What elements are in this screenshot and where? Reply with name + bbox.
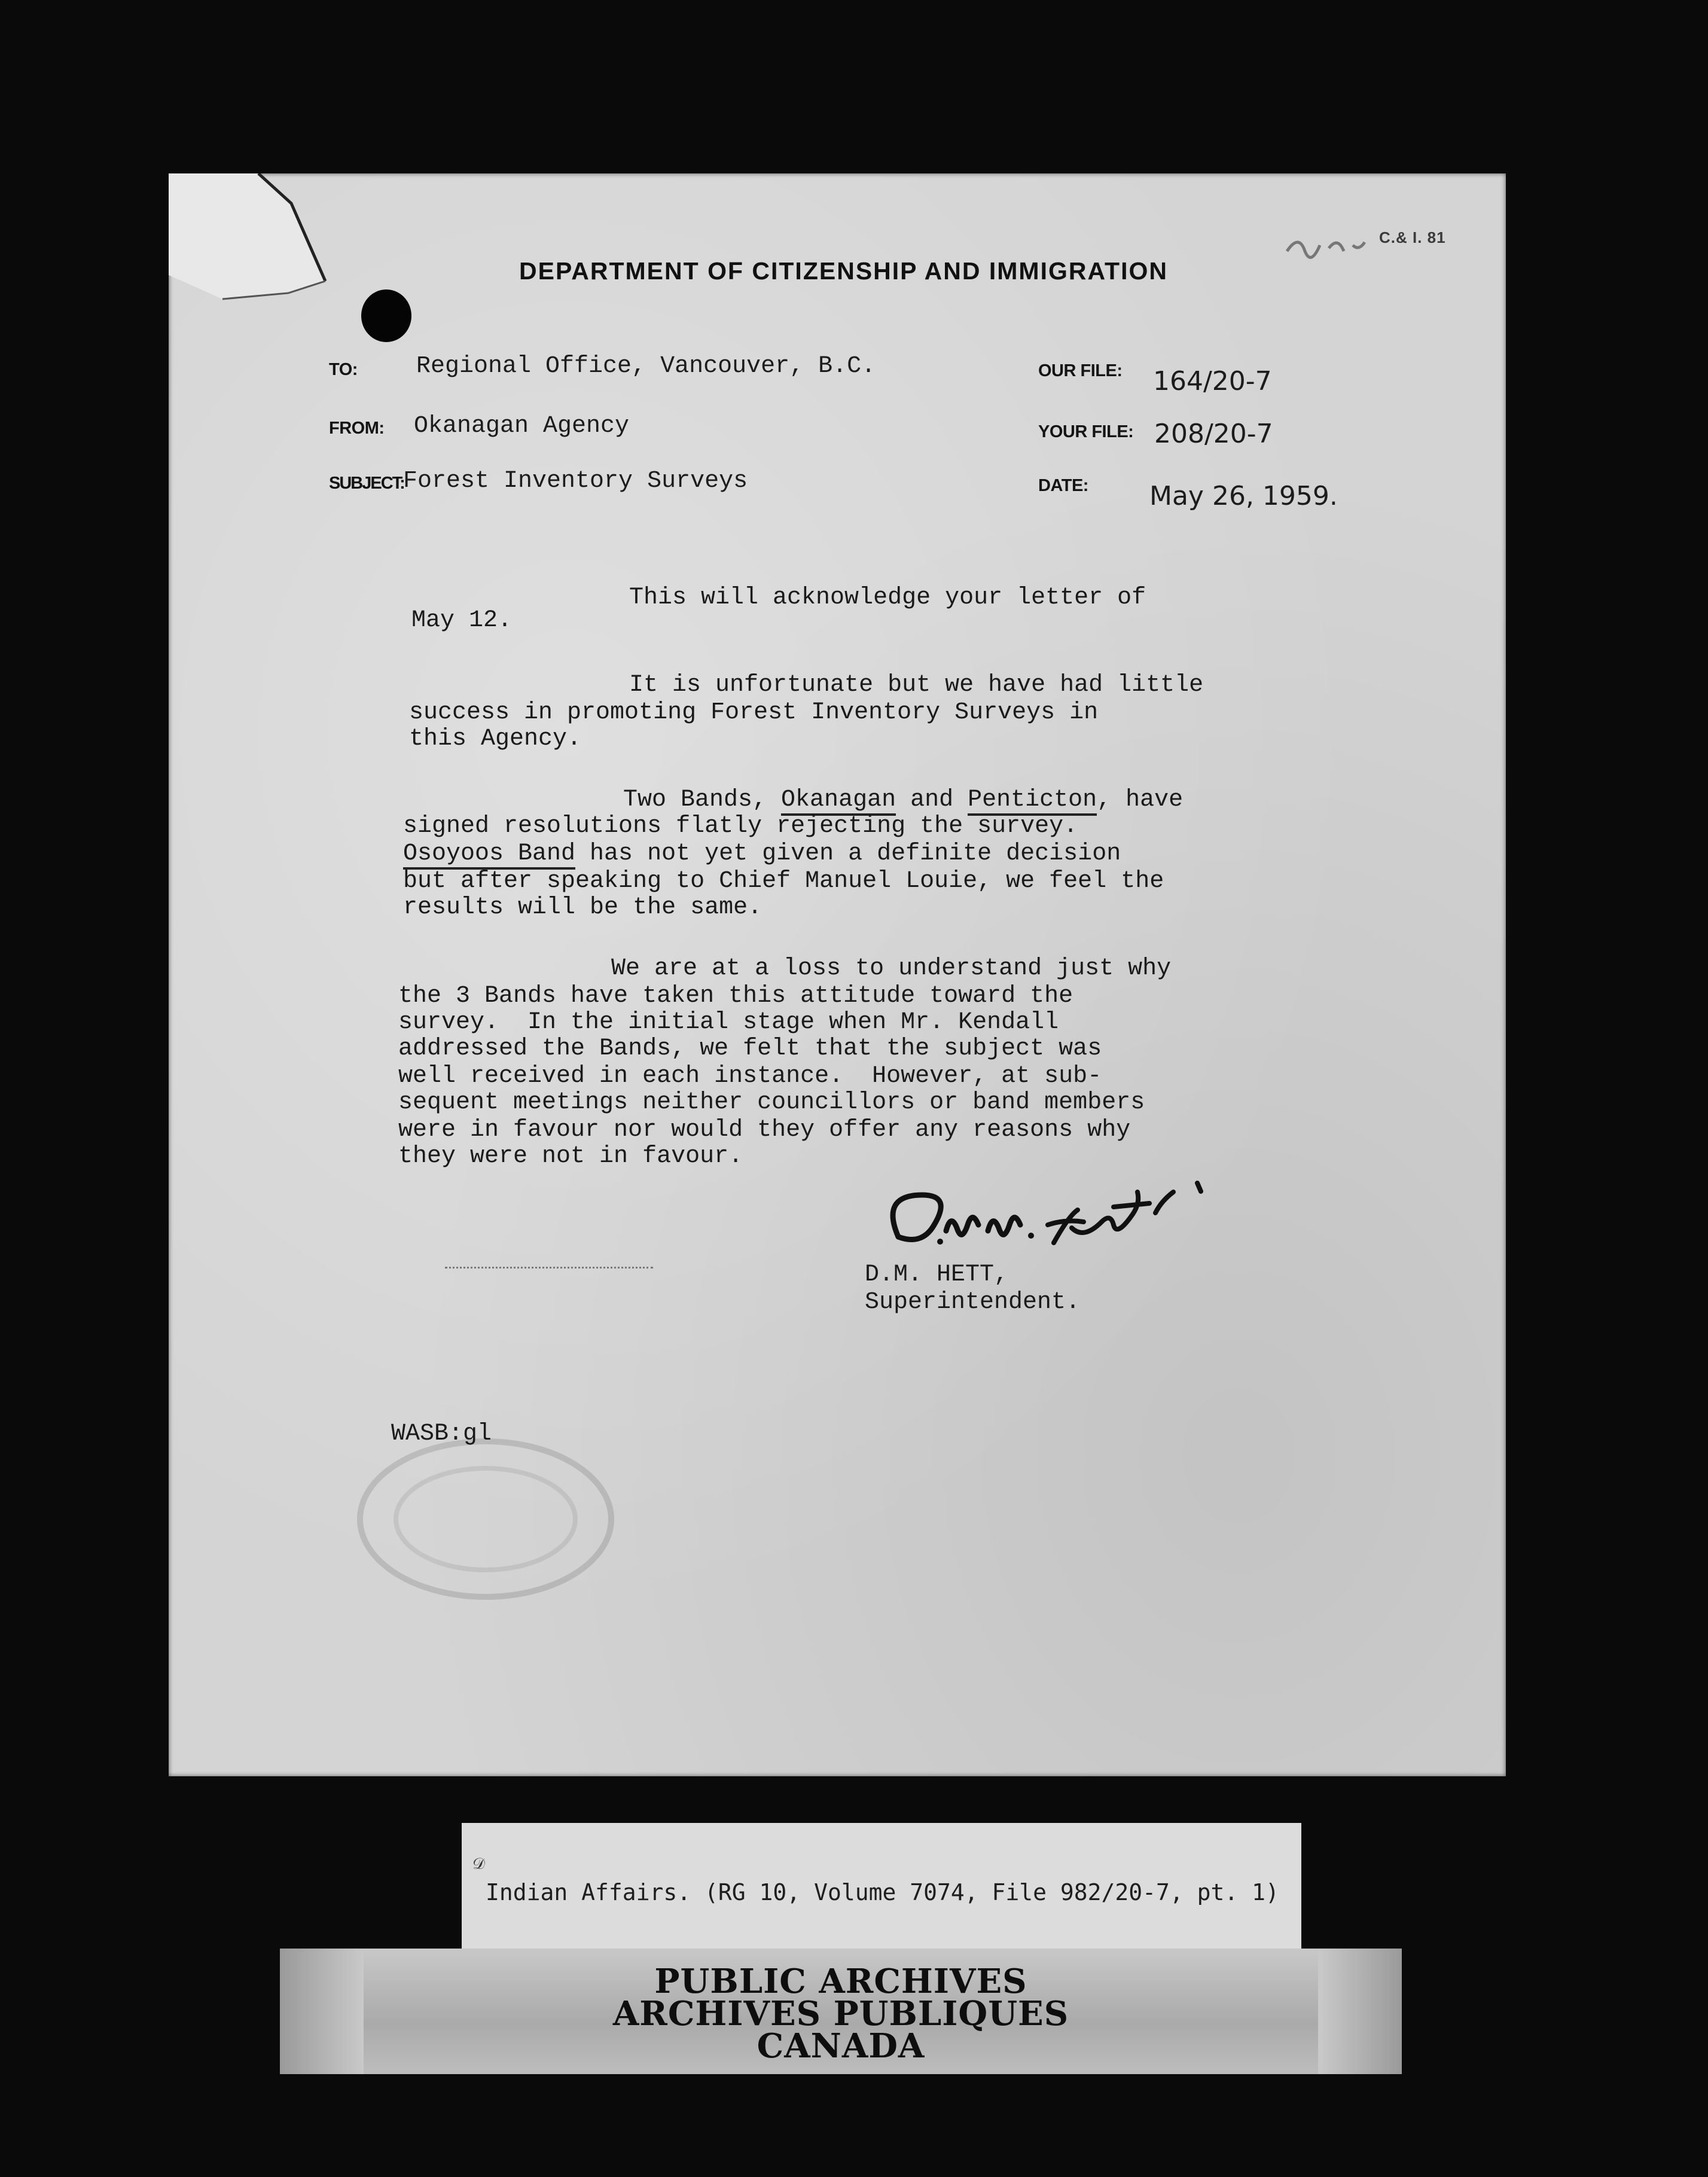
reference-initials: WASB:gl — [391, 1420, 492, 1447]
archives-label-line-2: ARCHIVES PUBLIQUES — [612, 1994, 1069, 2033]
department-heading: DEPARTMENT OF CITIZENSHIP AND IMMIGRATION — [519, 257, 1168, 285]
torn-corner-icon — [169, 173, 348, 317]
body-line: results will be the same. — [403, 894, 762, 921]
form-code: C.& I. 81 — [1379, 228, 1446, 246]
divider-rule — [445, 1267, 653, 1269]
signer-title: Superintendent. — [865, 1289, 1081, 1316]
subject-label: SUBJECT: — [329, 474, 404, 493]
body-line: This will acknowledge your letter of — [629, 584, 1146, 611]
body-line — [623, 786, 1183, 815]
text-run: Two Bands, — [623, 786, 782, 813]
body-line: they were not in favour. — [398, 1143, 743, 1170]
from-label: FROM: — [329, 419, 385, 438]
to-value: Regional Office, Vancouver, B.C. — [416, 353, 876, 380]
your-file-label: YOUR FILE: — [1038, 422, 1134, 441]
archives-label-line-1: PUBLIC ARCHIVES — [654, 1962, 1027, 2001]
body-line: were in favour nor would they offer any reasons why — [398, 1117, 1131, 1144]
date-label: DATE: — [1038, 476, 1088, 495]
body-line: but after speaking to Chief Manuel Louie, we feel the — [403, 868, 1164, 895]
body-line: survey. In the initial stage when Mr. Kendall — [398, 1009, 1059, 1036]
archives-label-line-3: CANADA — [757, 2026, 925, 2066]
text-run: has not yet given a definite decision — [575, 840, 1121, 867]
body-line: the 3 Bands have taken this attitude toward the — [398, 983, 1073, 1010]
body-line: sequent meetings neither councillors or band members — [398, 1089, 1145, 1116]
subject-value: Forest Inventory Surveys — [403, 468, 748, 495]
underlined-band-name: Osoyoos Band — [403, 840, 575, 870]
archives-label — [280, 1949, 1402, 2074]
our-file-value: 164/20-7 — [1153, 366, 1272, 397]
body-line: signed resolutions flatly rejecting the survey. — [403, 813, 1078, 840]
from-value: Okanagan Agency — [414, 413, 630, 440]
body-line: addressed the Bands, we felt that the subject was — [398, 1035, 1102, 1062]
to-label: TO: — [329, 360, 358, 379]
body-line: We are at a loss to understand just why — [611, 955, 1172, 982]
archive-reference-slip — [462, 1823, 1301, 1952]
letter-sheet — [169, 173, 1506, 1776]
underlined-band-name: Penticton — [968, 786, 1097, 816]
body-line: May 12. — [411, 607, 513, 634]
text-run: and — [896, 786, 968, 813]
body-line: success in promoting Forest Inventory Surveys in — [409, 699, 1099, 726]
hole-punch-icon — [361, 289, 411, 342]
underlined-band-name: Okanagan — [781, 786, 896, 816]
our-file-label: OUR FILE: — [1038, 361, 1123, 380]
your-file-value: 208/20-7 — [1154, 419, 1273, 449]
slip-mark-icon: 𝒟 — [472, 1855, 485, 1873]
text-run: , have — [1097, 786, 1184, 813]
faded-stamp-icon — [348, 1423, 623, 1615]
date-value: May 26, 1959. — [1149, 481, 1338, 511]
body-line: this Agency. — [409, 725, 582, 752]
archive-reference: Indian Affairs. (RG 10, Volume 7074, File 982/20-7, pt. 1) — [486, 1879, 1279, 1905]
handwritten-signature-icon — [874, 1171, 1257, 1261]
body-line — [403, 840, 1121, 868]
signer-name: D.M. HETT, — [865, 1261, 1009, 1288]
body-line: It is unfortunate but we have had little — [629, 672, 1204, 699]
body-line: well received in each instance. However, at sub- — [398, 1063, 1102, 1090]
